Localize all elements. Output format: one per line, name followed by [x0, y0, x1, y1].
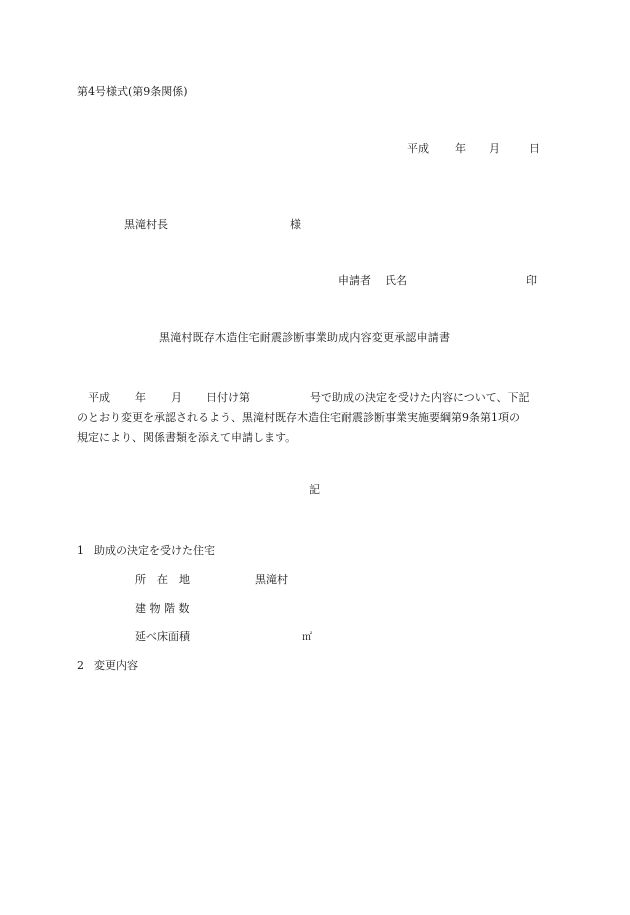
document-title: 黒滝村既存木造住宅耐震診断事業助成内容変更承認申請書 [159, 331, 451, 344]
body-line-2: のとおり変更を承認されるよう、黒滝村既存木造住宅耐震診断事業実施要綱第9条第1項の [77, 411, 520, 424]
section-2-number: 2 [77, 659, 84, 672]
floor-area-label: 延べ床面積 [135, 630, 190, 643]
body-month: 月 [171, 391, 182, 404]
applicant-name-label: 氏名 [385, 274, 407, 287]
ki-heading: 記 [309, 483, 320, 496]
section-1-number: 1 [77, 544, 84, 557]
applicant-role: 申請者 [338, 274, 371, 287]
section-2-heading [77, 660, 138, 671]
square-meter-unit: ㎡ [302, 632, 312, 643]
body-year: 年 [135, 391, 146, 404]
section-1-heading [77, 545, 215, 556]
body-line-1 [77, 388, 553, 408]
form-number: 第4号様式(第9条関係) [77, 85, 188, 98]
body-dated-no: 日付け第 [206, 391, 250, 404]
addressee [124, 219, 301, 230]
body-line-1-rest: 号で助成の決定を受けた内容について、下記 [310, 391, 530, 404]
body-paragraph [77, 388, 553, 448]
section-2-title: 変更内容 [94, 659, 138, 672]
section-1-title: 助成の決定を受けた住宅 [94, 544, 215, 557]
floor-area-row [135, 631, 312, 643]
application-date [407, 143, 540, 154]
body-line-3: 規定により、関係書類を添えて申請します。 [77, 431, 297, 444]
applicant-line [338, 275, 537, 286]
addressee-honorific: 様 [290, 218, 301, 231]
floors-label: 建 物 階 数 [135, 602, 190, 615]
date-year-label: 年 [455, 142, 466, 155]
addressee-name: 黒滝村長 [124, 218, 168, 231]
date-era: 平成 [407, 142, 429, 155]
body-era: 平成 [88, 391, 110, 404]
date-month-label: 月 [489, 142, 500, 155]
seal-mark: 印 [526, 274, 537, 287]
location-row [135, 574, 288, 585]
floors-row [135, 603, 255, 614]
date-day-label: 日 [529, 142, 540, 155]
location-label: 所 在 地 [135, 573, 190, 586]
location-value: 黒滝村 [255, 573, 288, 586]
